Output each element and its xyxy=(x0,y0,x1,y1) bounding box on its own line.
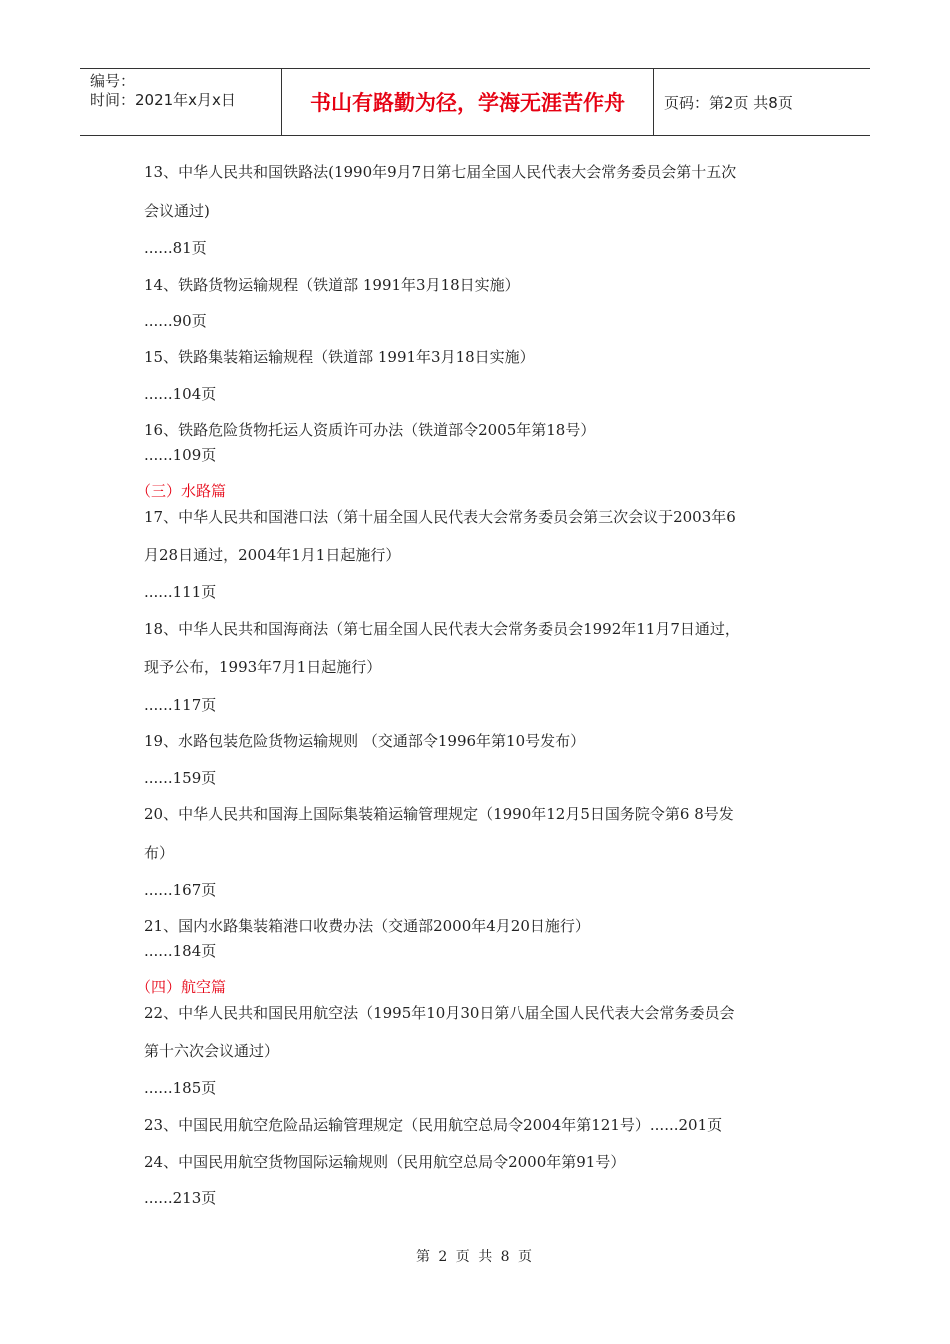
toc-line: 21、国内水路集装箱港口收费办法（交通部2000年4月20日施行） xyxy=(144,917,590,935)
section-heading-aviation: （四）航空篇 xyxy=(136,978,227,996)
toc-page-ref: ......90页 xyxy=(144,312,207,330)
toc-line: 布） xyxy=(144,844,175,862)
document-time-label: 时间：2021年x月x日 xyxy=(90,91,236,109)
page-footer: 第 2 页 共 8 页 xyxy=(415,1249,535,1265)
toc-page-ref: ......109页 xyxy=(144,446,217,464)
toc-line: 23、中国民用航空危险品运输管理规定（民用航空总局令2004年第121号）......201页 xyxy=(144,1116,723,1134)
toc-line: 14、铁路货物运输规程（铁道部 1991年3月18日实施） xyxy=(144,276,520,294)
toc-line: 17、中华人民共和国港口法（第十届全国人民代表大会常务委员会第三次会议于2003年6 xyxy=(144,508,736,526)
toc-page-ref: ......111页 xyxy=(144,583,217,601)
toc-page-ref: ......213页 xyxy=(144,1189,217,1207)
toc-line: 月28日通过，2004年1月1日起施行） xyxy=(144,546,401,564)
toc-line: 19、水路包装危险货物运输规则 （交通部令1996年第10号发布） xyxy=(144,732,586,750)
section-heading-waterway: （三）水路篇 xyxy=(136,482,227,500)
page-header xyxy=(80,68,870,136)
toc-page-ref: ......117页 xyxy=(144,696,217,714)
toc-page-ref: ......104页 xyxy=(144,385,217,403)
header-page-info: 页码：第2页 共8页 xyxy=(664,93,793,112)
toc-page-ref: ......167页 xyxy=(144,881,217,899)
toc-line: 16、铁路危险货物托运人资质许可办法（铁道部令2005年第18号） xyxy=(144,421,596,439)
toc-line: 现予公布，1993年7月1日起施行） xyxy=(144,658,382,676)
toc-line: 会议通过) xyxy=(144,202,210,220)
toc-line: 24、中国民用航空货物国际运输规则（民用航空总局令2000年第91号） xyxy=(144,1153,626,1171)
toc-line: 18、中华人民共和国海商法（第七届全国人民代表大会常务委员会1992年11月7日通过， xyxy=(144,620,740,638)
toc-line: 22、中华人民共和国民用航空法（1995年10月30日第八届全国人民代表大会常务委员会 xyxy=(144,1004,735,1022)
header-motto: 书山有路勤为径，学海无涯苦作舟 xyxy=(282,69,654,135)
toc-page-ref: ......185页 xyxy=(144,1079,217,1097)
document-number-label: 编号： xyxy=(90,72,136,90)
toc-page-ref: ......184页 xyxy=(144,942,217,960)
toc-line: 13、中华人民共和国铁路法(1990年9月7日第七届全国人民代表大会常务委员会第十五次 xyxy=(144,163,737,181)
header-meta xyxy=(80,69,282,135)
toc-line: 15、铁路集装箱运输规程（铁道部 1991年3月18日实施） xyxy=(144,348,535,366)
toc-line: 第十六次会议通过） xyxy=(144,1042,280,1060)
toc-page-ref: ......81页 xyxy=(144,239,207,257)
toc-line: 20、中华人民共和国海上国际集装箱运输管理规定（1990年12月5日国务院令第6 8号发 xyxy=(144,805,734,823)
toc-page-ref: ......159页 xyxy=(144,769,217,787)
